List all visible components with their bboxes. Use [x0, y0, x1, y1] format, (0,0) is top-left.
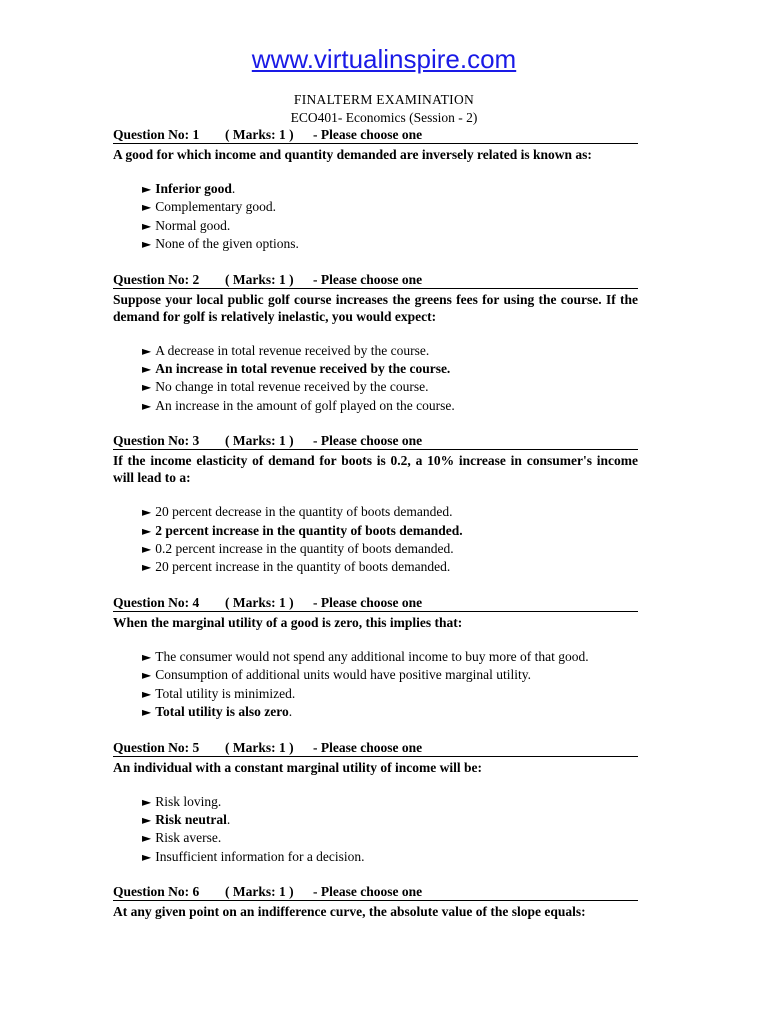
- triangle-pointer-icon: ►: [142, 380, 152, 395]
- answer-option[interactable]: [142, 811, 638, 829]
- answer-option-label: 0.2 percent increase in the quantity of boots demanded.: [155, 541, 454, 557]
- question-block: [113, 126, 638, 254]
- triangle-pointer-icon: ►: [142, 560, 152, 575]
- triangle-pointer-icon: ►: [142, 668, 152, 683]
- question-text: If the income elasticity of demand for boots is 0.2, a 10% increase in consumer's income will lead to a:: [113, 453, 638, 486]
- answer-option-label: 20 percent decrease in the quantity of boots demanded.: [155, 504, 453, 520]
- question-text: An individual with a constant marginal utility of income will be:: [113, 759, 483, 775]
- triangle-pointer-icon: ►: [142, 362, 152, 377]
- triangle-pointer-icon: ►: [142, 523, 152, 538]
- triangle-pointer-icon: ►: [142, 218, 152, 233]
- triangle-pointer-icon: ►: [142, 649, 152, 664]
- answer-option-label: Normal good.: [155, 217, 231, 233]
- question-list: [113, 126, 638, 937]
- answer-option[interactable]: [142, 378, 638, 396]
- exam-title: FINALTERM EXAMINATION: [293, 92, 475, 107]
- question-header: [113, 594, 638, 612]
- question-marks: ( Marks: 1 ): [225, 594, 294, 610]
- answer-option[interactable]: [142, 540, 638, 558]
- triangle-pointer-icon: ►: [142, 343, 152, 358]
- answer-option-label: A decrease in total revenue received by the course.: [155, 342, 430, 358]
- question-instruction: - Please choose one: [313, 433, 423, 449]
- answer-option-label: An increase in the amount of golf played on the course.: [155, 397, 455, 413]
- question-text: At any given point on an indifference curve, the absolute value of the slope equals:: [113, 904, 586, 920]
- question-number: Question No: 2: [113, 271, 200, 287]
- question-header: [113, 126, 638, 144]
- answer-option[interactable]: [142, 198, 638, 216]
- answer-option-suffix: .: [231, 181, 236, 196]
- answer-option-label: Complementary good.: [155, 199, 276, 215]
- question-block: [113, 739, 638, 867]
- question-number: Question No: 5: [113, 739, 200, 755]
- answer-option-label: Inferior good: [155, 181, 232, 196]
- answer-option[interactable]: [142, 558, 638, 576]
- answer-option[interactable]: [142, 360, 638, 378]
- triangle-pointer-icon: ►: [142, 542, 152, 557]
- triangle-pointer-icon: ►: [142, 686, 152, 701]
- answer-option-label: Insufficient information for a decision.: [155, 848, 365, 864]
- question-instruction: - Please choose one: [313, 884, 423, 900]
- answer-option-suffix: .: [226, 811, 231, 827]
- answer-option[interactable]: [142, 217, 638, 235]
- question-instruction: - Please choose one: [313, 271, 423, 287]
- answer-option[interactable]: [142, 180, 638, 198]
- answer-option-label: No change in total revenue received by the course.: [155, 379, 429, 395]
- triangle-pointer-icon: ►: [142, 237, 152, 252]
- answer-option-label: Total utility is minimized.: [155, 685, 296, 701]
- answer-option-label: Consumption of additional units would have positive marginal utility.: [155, 667, 531, 683]
- answer-option[interactable]: [142, 703, 638, 721]
- question-text: A good for which income and quantity demanded are inversely related is known as:: [113, 147, 592, 162]
- question-block: [113, 883, 638, 920]
- answer-option-label: The consumer would not spend any additional income to buy more of that good.: [155, 648, 589, 664]
- answer-option-suffix: .: [288, 704, 293, 720]
- answer-option-label: Risk neutral: [155, 811, 227, 827]
- answer-options: [142, 648, 638, 722]
- exam-subtitle: ECO401- Economics (Session - 2): [290, 110, 478, 125]
- answer-options: [142, 180, 638, 254]
- answer-option[interactable]: [142, 685, 638, 703]
- question-number: Question No: 4: [113, 594, 200, 610]
- answer-options: [142, 793, 638, 867]
- answer-option[interactable]: [142, 793, 638, 811]
- triangle-pointer-icon: ►: [142, 398, 152, 413]
- answer-option-label: Risk loving.: [155, 793, 222, 809]
- question-header: [113, 739, 638, 757]
- answer-option[interactable]: [142, 397, 638, 415]
- answer-option[interactable]: [142, 848, 638, 866]
- answer-option-label: Total utility is also zero: [155, 704, 289, 720]
- triangle-pointer-icon: ►: [142, 705, 152, 720]
- question-header: [113, 271, 638, 289]
- question-number: Question No: 1: [113, 127, 200, 142]
- answer-option[interactable]: [142, 503, 638, 521]
- question-block: [113, 432, 638, 577]
- question-number: Question No: 3: [113, 433, 200, 449]
- triangle-pointer-icon: ►: [142, 849, 152, 864]
- question-header: [113, 883, 638, 901]
- answer-options: [142, 342, 638, 416]
- answer-option-label: None of the given options.: [155, 236, 299, 252]
- answer-option-label: 2 percent increase in the quantity of boots demanded.: [155, 522, 463, 538]
- question-instruction: - Please choose one: [313, 127, 423, 142]
- question-marks: ( Marks: 1 ): [225, 739, 294, 755]
- site-link[interactable]: www.virtualinspire.com: [251, 44, 517, 74]
- triangle-pointer-icon: ►: [142, 182, 152, 196]
- question-marks: ( Marks: 1 ): [225, 884, 294, 900]
- answer-option[interactable]: [142, 342, 638, 360]
- answer-option-label: Risk averse.: [155, 830, 222, 846]
- answer-option-label: 20 percent increase in the quantity of boots demanded.: [155, 559, 451, 575]
- triangle-pointer-icon: ►: [142, 812, 152, 827]
- question-block: [113, 594, 638, 722]
- answer-option-label: An increase in total revenue received by the course.: [155, 361, 451, 377]
- question-marks: ( Marks: 1 ): [225, 271, 294, 287]
- question-block: [113, 271, 638, 416]
- question-marks: ( Marks: 1 ): [225, 127, 294, 142]
- triangle-pointer-icon: ►: [142, 831, 152, 846]
- question-instruction: - Please choose one: [313, 594, 423, 610]
- triangle-pointer-icon: ►: [142, 200, 152, 215]
- question-instruction: - Please choose one: [313, 739, 423, 755]
- answer-option[interactable]: [142, 829, 638, 847]
- answer-option[interactable]: [142, 235, 638, 253]
- triangle-pointer-icon: ►: [142, 505, 152, 520]
- triangle-pointer-icon: ►: [142, 794, 152, 809]
- answer-options: [142, 503, 638, 577]
- question-text: When the marginal utility of a good is zero, this implies that:: [113, 614, 463, 630]
- question-text: Suppose your local public golf course increases the greens fees for using the course. If the demand for golf is relatively inelastic, you would expect:: [113, 291, 638, 324]
- question-number: Question No: 6: [113, 884, 200, 900]
- question-header: [113, 432, 638, 450]
- question-marks: ( Marks: 1 ): [225, 433, 294, 449]
- answer-option[interactable]: [142, 666, 638, 684]
- answer-option[interactable]: [142, 648, 638, 666]
- answer-option[interactable]: [142, 522, 638, 540]
